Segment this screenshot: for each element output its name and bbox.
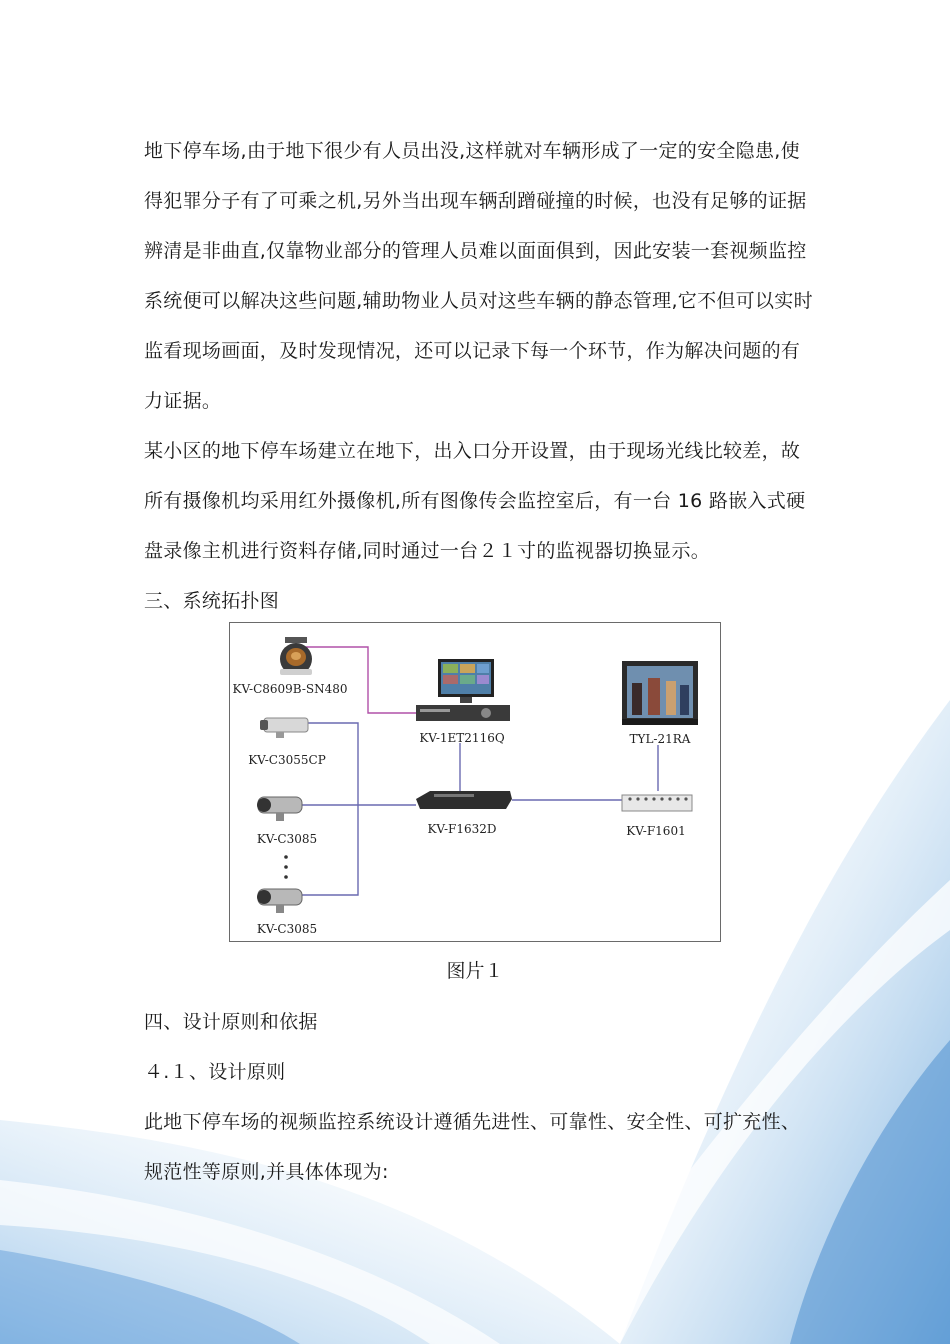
ir-camera-icon xyxy=(257,797,302,821)
text-line: 某小区的地下停车场建立在地下，出入口分开设置，由于现场光线比较差，故 xyxy=(144,440,801,462)
matrix-label: KV-F1632D xyxy=(427,822,497,836)
dvr-label: KV-1ET2116Q xyxy=(419,731,505,745)
text-line: 系统便可以解决这些问题,辅助物业人员对这些车辆的静态管理,它不但可以实时 xyxy=(144,290,813,312)
paragraph-3 xyxy=(144,1097,814,1197)
monitor-icon xyxy=(622,661,698,725)
text-line: 得犯罪分子有了可乘之机,另外当出现车辆刮蹭碰撞的时候，也没有足够的证据 xyxy=(144,190,807,212)
section-3-heading xyxy=(144,576,814,626)
section-4-1-title: ４.１、设计原则 xyxy=(144,1061,286,1083)
ir-camera-2-label: KV-C3085 xyxy=(256,922,318,936)
paragraph-2 xyxy=(144,426,814,576)
text-line: 盘录像主机进行资料存储,同时通过一台２１寸的监视器切换显示。 xyxy=(144,540,711,562)
matrix-switcher-icon xyxy=(416,791,512,809)
dome-camera-icon xyxy=(280,637,312,675)
section-3-title: 三、系统拓扑图 xyxy=(144,590,280,612)
figure-caption: 图片１ xyxy=(446,960,504,982)
monitor-label: TYL-21RA xyxy=(629,732,691,746)
text-line: 辨清是非曲直,仅靠物业部分的管理人员难以面面俱到，因此安装一套视频监控 xyxy=(144,240,807,262)
text-line: 规范性等原则,并具体体现为: xyxy=(144,1161,389,1183)
dvr-icon xyxy=(416,659,510,721)
box-camera-icon xyxy=(260,718,308,738)
ir-camera-1-label: KV-C3085 xyxy=(256,832,318,846)
text-line: 所有摄像机均采用红外摄像机,所有图像传会监控室后，有一台 16 路嵌入式硬 xyxy=(144,490,806,512)
camera-bus-line xyxy=(300,723,358,895)
box-camera-label: KV-C3055CP xyxy=(248,753,326,767)
more-cameras-ellipsis xyxy=(284,855,288,879)
paragraph-1 xyxy=(144,126,814,426)
dome-camera-label: KV-C8609B-SN480 xyxy=(232,682,348,696)
section-4-heading xyxy=(144,997,814,1047)
topology-diagram xyxy=(229,622,721,942)
text-line: 力证据。 xyxy=(144,390,222,412)
ir-camera-icon xyxy=(257,889,302,913)
text-line: 监看现场画面，及时发现情况，还可以记录下每一个环节，作为解决问题的有 xyxy=(144,340,801,362)
text-line: 地下停车场,由于地下很少有人员出没,这样就对车辆形成了一定的安全隐患,使 xyxy=(144,140,800,162)
distributor-label: KV-F1601 xyxy=(626,824,686,838)
dome-link-line xyxy=(300,647,418,713)
section-4-title: 四、设计原则和依据 xyxy=(144,1011,318,1033)
section-4-1-heading xyxy=(144,1047,814,1097)
video-distributor-icon xyxy=(622,795,692,811)
text-line: 此地下停车场的视频监控系统设计遵循先进性、可靠性、安全性、可扩充性、 xyxy=(144,1111,801,1133)
